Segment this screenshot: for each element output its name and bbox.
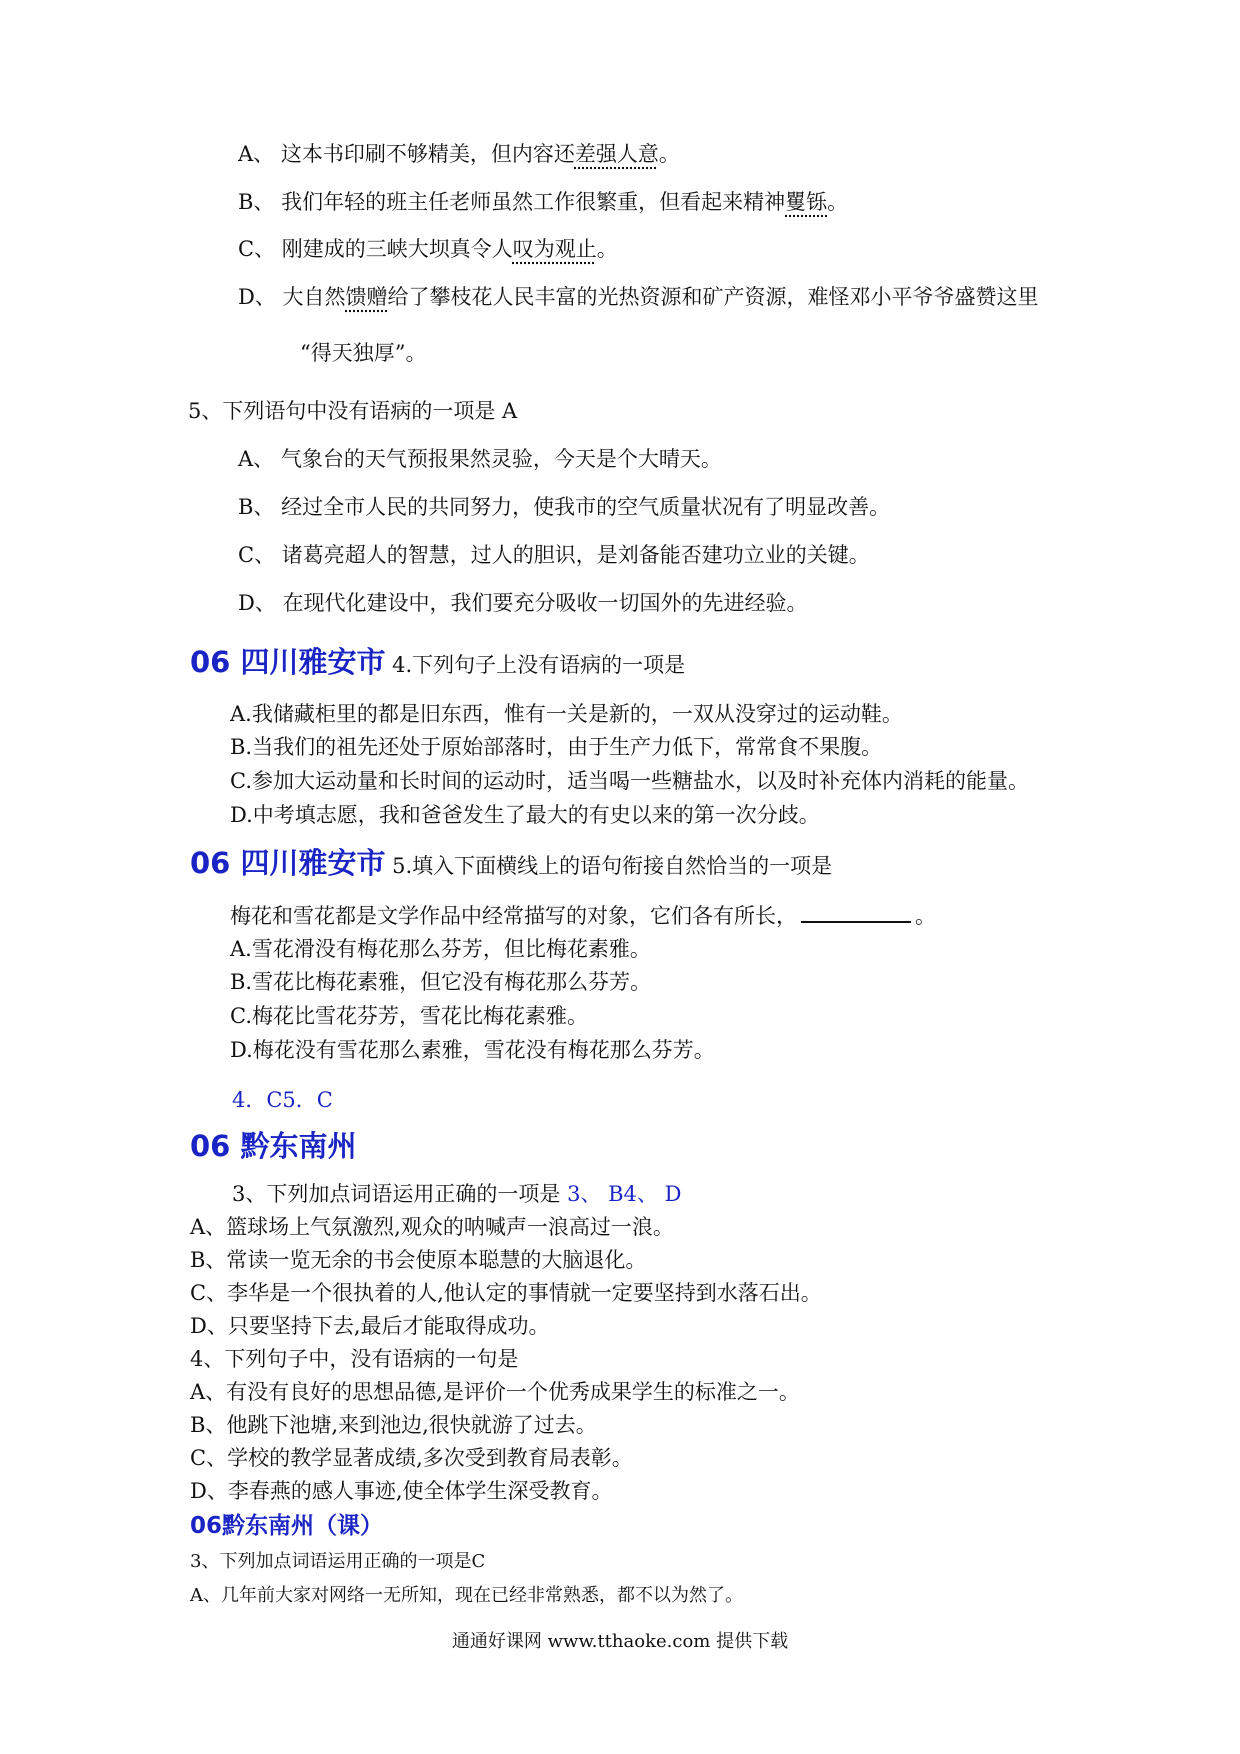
qdn-q3-option-a: A、篮球场上气氛激烈,观众的呐喊声一浪高过一浪。 (190, 1215, 674, 1239)
option-text-end: 。 (658, 142, 680, 166)
q4-option-d-continuation: “得天独厚”。 (300, 341, 427, 365)
yaan-q4-option-c: C.参加大运动量和长时间的运动时，适当喝一些糖盐水，以及时补充体内消耗的能量。 (230, 769, 1029, 793)
option-text: 刚建成的三峡大坝真令人 (281, 237, 513, 261)
yaan-q5-option-c: C.梅花比雪花芬芳，雪花比梅花素雅。 (230, 1004, 588, 1028)
option-prefix: D、 (238, 285, 276, 309)
qdn-q3-option-b: B、常读一览无余的书会使原本聪慧的大脑退化。 (190, 1248, 647, 1272)
qdn-q4-stem: 4、下列句子中，没有语病的一句是 (190, 1347, 519, 1371)
qdn-q4-option-a: A、有没有良好的思想品德,是评价一个优秀成果学生的标准之一。 (190, 1380, 800, 1404)
section-header: 06 四川雅安市 (190, 645, 386, 679)
yaan-q5-option-a: A.雪花滑没有梅花那么芬芳，但比梅花素雅。 (230, 937, 651, 961)
option-prefix: A、 (238, 142, 275, 166)
question-stem: 4.下列句子上没有语病的一项是 (392, 653, 686, 677)
qdn-ke-q3-option-a: A、几年前大家对网络一无所知，现在已经非常熟悉，都不以为然了。 (190, 1585, 743, 1606)
qiandongnan-ke-header: 06黔东南州（课） (190, 1513, 384, 1539)
qiandongnan-header: 06 黔东南州 (190, 1129, 357, 1163)
option-text-end: 给了攀枝花人民丰富的光热资源和矿产资源，难怪邓小平爷爷盛赞这里 (387, 285, 1039, 309)
qdn-q3-option-c: C、李华是一个很执着的人,他认定的事情就一定要坚持到水落石出。 (190, 1281, 822, 1305)
dotted-word: 矍铄 (785, 190, 828, 214)
qdn-q4-option-d: D、李春燕的感人事迹,使全体学生深受教育。 (190, 1479, 613, 1503)
q4-option-a (238, 140, 680, 168)
yaan-q5-option-d: D.梅花没有雪花那么素雅，雪花没有梅花那么芬芳。 (230, 1038, 715, 1062)
qdn-q3-option-d: D、只要坚持下去,最后才能取得成功。 (190, 1314, 550, 1338)
dotted-word: 叹为观止 (512, 237, 597, 261)
fill-in-blank (801, 901, 911, 923)
q5-option-b: B、 经过全市人民的共同努力，使我市的空气质量状况有了明显改善。 (238, 495, 891, 519)
q5-stem: 5、下列语句中没有语病的一项是 A (188, 399, 518, 423)
option-text: 这本书印刷不够精美，但内容还 (280, 142, 575, 166)
q4-option-b (238, 188, 848, 216)
option-prefix: C、 (238, 237, 276, 261)
page-footer: 通通好课网 www.tthaoke.com 提供下载 (451, 1631, 789, 1652)
q5-option-a: A、 气象台的天气预报果然灵验，今天是个大晴天。 (238, 447, 722, 471)
q4-option-c (238, 235, 618, 263)
q4-option-d (238, 283, 1039, 311)
yaan-q4-option-a: A.我储藏柜里的都是旧东西，惟有一关是新的，一双从没穿过的运动鞋。 (230, 702, 903, 726)
option-text-end: 。 (827, 190, 849, 214)
question-stem: 5.填入下面横线上的语句衔接自然恰当的一项是 (392, 854, 833, 878)
qdn-q3-stem (232, 1180, 681, 1208)
yaan-q4-option-d: D.中考填志愿，我和爸爸发生了最大的有史以来的第一次分歧。 (230, 803, 820, 827)
passage-text: 梅花和雪花都是文学作品中经常描写的对象，它们各有所长， (230, 904, 797, 928)
option-text-end: 。 (596, 237, 618, 261)
q5-option-c: C、 诸葛亮超人的智慧，过人的胆识，是刘备能否建功立业的关键。 (238, 543, 870, 567)
qdn-q4-option-b: B、他跳下池塘,来到池边,很快就游了过去。 (190, 1413, 597, 1437)
yaan-q4-heading (190, 644, 685, 680)
qdn-ke-q3-stem: 3、下列加点词语运用正确的一项是C (190, 1551, 486, 1572)
question-stem: 3、下列加点词语运用正确的一项是 (232, 1182, 561, 1206)
option-text: 大自然 (282, 285, 346, 309)
passage-end: 。 (915, 904, 936, 928)
yaan-q5-heading (190, 845, 832, 881)
section-header: 06 四川雅安市 (190, 846, 386, 880)
dotted-word: 馈赠 (345, 285, 388, 309)
yaan-answers: 4．C5．C (232, 1088, 333, 1112)
answer-key: 3、 B4、 D (567, 1182, 682, 1206)
yaan-q4-option-b: B.当我们的祖先还处于原始部落时，由于生产力低下，常常食不果腹。 (230, 735, 883, 759)
option-prefix: B、 (238, 190, 275, 214)
dotted-word: 差强人意 (574, 142, 659, 166)
yaan-q5-passage (230, 901, 936, 930)
q5-option-d: D、 在现代化建设中，我们要充分吸收一切国外的先进经验。 (238, 591, 808, 615)
yaan-q5-option-b: B.雪花比梅花素雅，但它没有梅花那么芬芳。 (230, 970, 652, 994)
qdn-q4-option-c: C、学校的教学显著成绩,多次受到教育局表彰。 (190, 1446, 633, 1470)
option-text: 我们年轻的班主任老师虽然工作很繁重，但看起来精神 (281, 190, 786, 214)
